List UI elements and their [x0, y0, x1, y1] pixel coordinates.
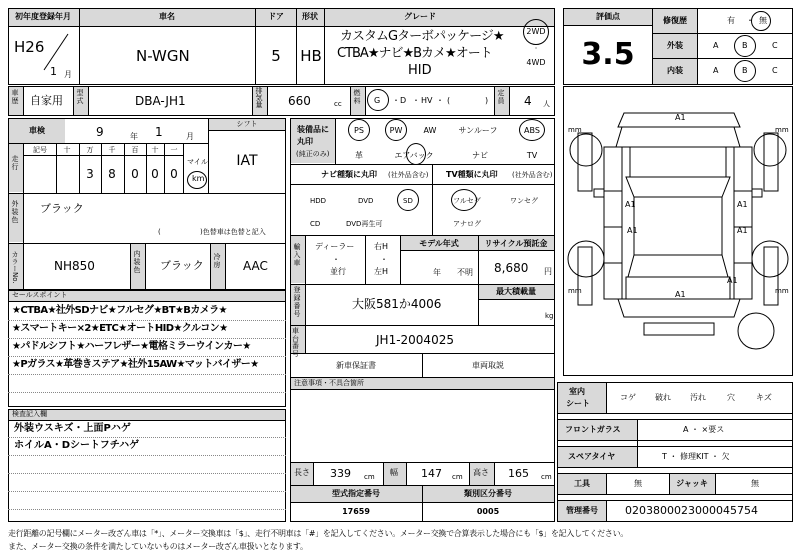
interior-grade-b: B — [742, 66, 748, 75]
grade-line3: HID — [408, 63, 432, 78]
inspector-note-1: 外装ウスキズ・上面Pハゲ — [14, 423, 131, 434]
seat-hole: 穴 — [727, 393, 735, 402]
inspection-year-unit: 年 — [130, 132, 138, 141]
navi-sd-circle — [397, 189, 419, 211]
mileage-hdr-10man: 十 — [63, 146, 71, 154]
length-label: 長さ — [294, 468, 310, 477]
fuel-label: 燃料 — [353, 89, 361, 105]
grade-header: グレード — [404, 12, 436, 21]
inspection-year: 9 — [96, 125, 104, 139]
int-color-value: ブラック — [160, 259, 204, 272]
mgmt-label: 管理番号 — [566, 506, 598, 515]
seat-tear: 破れ — [655, 393, 671, 402]
mileage-digit-4: 0 — [151, 167, 159, 181]
chassis-value: JH1-2004025 — [376, 333, 454, 347]
equip-label2: 丸印 — [297, 137, 313, 146]
width-value: 147 — [421, 467, 442, 480]
sales-point-3: ★パドルシフト★ハーフレザー★電格ミラーウインカー★ — [12, 341, 251, 352]
use-label: 車歴 — [11, 89, 19, 105]
ac-value: AAC — [243, 259, 268, 273]
repair-no: 無 — [759, 16, 767, 25]
mileage-digit-5: 0 — [170, 167, 178, 181]
recycle-label: リサイクル預託金 — [484, 239, 548, 248]
cap-value: 4 — [524, 94, 532, 108]
height-value: 165 — [508, 467, 529, 480]
car-name-header: 車名 — [159, 12, 175, 21]
mileage-hdr-kigou: 記号 — [33, 146, 47, 154]
tools-value: 無 — [634, 479, 642, 488]
exterior-grade-c: C — [772, 41, 778, 50]
import-parallel: 並行 — [330, 267, 346, 276]
drive-2wd: 2WD — [526, 27, 546, 36]
mileage-digit-2: 8 — [108, 167, 116, 181]
length-unit: cm — [364, 473, 375, 481]
color-no-value: NH850 — [54, 259, 95, 273]
ac-label: 冷房 — [213, 253, 221, 269]
tv-fullseg: フルセグ — [453, 197, 481, 205]
equip-airbag: エアバック — [394, 151, 434, 160]
first-reg-month: 1 — [50, 65, 57, 78]
repair-header: 修復歴 — [663, 16, 687, 25]
height-unit: cm — [541, 473, 552, 481]
model-year-label: モデル年式 — [419, 239, 459, 248]
cap-label: 定員 — [497, 89, 505, 105]
color-value: ブラック — [40, 202, 84, 215]
sales-point-4: ★Pガラス★革巻きステア★社外15AW★マットバイザー★ — [12, 359, 259, 370]
doors: 5 — [271, 47, 281, 65]
notice-label: 注意事項・不具合箇所 — [294, 379, 364, 387]
fuel-hv: HV — [421, 96, 433, 105]
mileage-km: km — [192, 174, 205, 183]
car-body-diagram — [564, 87, 792, 375]
shift-value: IAT — [236, 153, 258, 169]
mileage-hdr-juu: 十 — [151, 146, 159, 154]
chassis-label: 車台番号 — [292, 327, 299, 359]
warranty-manual: 車両取説 — [472, 361, 504, 370]
grade-line1: カスタムGターボパッケージ★ — [340, 29, 504, 44]
inspector-label: 検査記入欄 — [12, 410, 47, 418]
diagram-mm-4: mm — [775, 287, 789, 295]
damage-a1-front: A1 — [675, 113, 686, 122]
equip-pw: PW — [389, 126, 403, 135]
damage-a1-left-rear: A1 — [627, 226, 638, 235]
equip-sunroof: サンルーフ — [458, 126, 498, 135]
damage-a1-left-door: A1 — [625, 200, 636, 209]
fuel-g: G — [374, 96, 381, 105]
jack-value: 無 — [751, 479, 759, 488]
tv-sub: (社外品含む) — [512, 171, 553, 179]
sales-point-2: ★スマートキー×2★ETC★オートHID★クルコン★ — [12, 323, 228, 334]
use-value: 自家用 — [30, 94, 63, 107]
color-no-label: カラーNo. — [11, 251, 19, 284]
import-left: 左H — [374, 267, 389, 276]
seat-scratch: キズ — [756, 393, 772, 402]
cap-unit: 人 — [543, 100, 550, 108]
diagram-mm-3: mm — [568, 287, 582, 295]
tv-oneseg: ワンセグ — [510, 197, 538, 205]
tools-label: 工具 — [574, 479, 590, 488]
mileage-label: 走行 — [11, 155, 19, 171]
length-value: 339 — [330, 467, 351, 480]
int-color-label: 内装色 — [133, 250, 141, 274]
interior-grade-c: C — [772, 66, 778, 75]
color-note: )色替車は色替と記入 — [200, 228, 266, 236]
equip-label1: 装備品に — [297, 125, 329, 134]
disp-unit: cc — [334, 100, 342, 108]
inspection-month: 1 — [155, 125, 163, 139]
navi-label: ナビ種類に丸印 — [321, 170, 377, 179]
glass-value: A ・ ×要ス — [683, 425, 725, 434]
damage-a1-rear: A1 — [675, 290, 686, 299]
class-no-label: 類別区分番号 — [464, 489, 512, 498]
warranty-new: 新車保証書 — [336, 361, 376, 370]
footer-note-2: また、メーター交換の条件を満たしていないものはメーター改ざん車扱いとなります。 — [8, 542, 308, 551]
type-no-value: 17659 — [342, 507, 370, 516]
repair-no-circle — [751, 11, 771, 31]
type-no-label: 型式指定番号 — [332, 489, 380, 498]
import-right: 右H — [374, 242, 389, 251]
tv-label: TV種類に丸印 — [446, 170, 498, 179]
model-year-year: 年 — [433, 268, 441, 277]
spare-label: スペアタイヤ — [568, 452, 616, 461]
width-unit: cm — [452, 473, 463, 481]
mileage-hdr-ichi: 一 — [170, 146, 178, 154]
fuel-g-circle — [367, 89, 389, 111]
drive-4wd: 4WD — [526, 58, 546, 67]
door-header: ドア — [268, 12, 284, 21]
score-value: 3.5 — [581, 37, 635, 72]
interior-grade-a: A — [713, 66, 719, 75]
first-reg-month-unit: 月 — [64, 70, 72, 79]
interior-header: 内装 — [667, 66, 683, 75]
equip-airbag-circle — [406, 143, 426, 165]
exterior-b-circle — [734, 35, 756, 57]
equip-abs-circle — [519, 119, 545, 141]
interior-b-circle — [734, 60, 756, 82]
score-header: 評価点 — [596, 12, 620, 21]
first-reg-era-year: H26 — [14, 38, 45, 56]
mileage-hdr-hyaku: 百 — [131, 146, 139, 154]
equip-abs: ABS — [524, 126, 540, 135]
int-seat-label-1: 室内 — [569, 387, 585, 396]
shift-label: シフト — [236, 120, 258, 128]
import-dealer: ディーラー — [315, 242, 355, 251]
model-value: DBA-JH1 — [135, 94, 186, 108]
navi-cd: CD — [310, 220, 321, 228]
maxload-label: 最大積載量 — [496, 287, 536, 296]
inspection-label: 車検 — [29, 126, 45, 135]
equip-ps-circle — [348, 119, 370, 141]
navi-hdd: HDD — [310, 197, 327, 205]
shape: HB — [300, 47, 322, 65]
equip-navi: ナビ — [472, 151, 488, 160]
exterior-grade-b: B — [742, 41, 748, 50]
jack-label: ジャッキ — [676, 479, 708, 488]
mileage-hdr-man: 万 — [86, 146, 94, 154]
glass-label: フロントガラス — [565, 425, 621, 434]
navi-dvd: DVD — [358, 197, 374, 205]
spare-value: T ・ 修理KIT ・ 欠 — [662, 452, 730, 461]
navi-sub: (社外品含む) — [388, 171, 429, 179]
maxload-unit: kg — [545, 312, 554, 320]
model-year-unknown: 不明 — [457, 268, 473, 277]
sales-points-label: セールスポイント — [12, 291, 68, 299]
sales-point-1: ★CTBA★社外SDナビ★フルセグ★BT★Bカメラ★ — [12, 305, 227, 316]
footer-note-1: 走行距離の記号欄にメーター改ざん車は「*」、メーター交換車は「$」、走行不明車は「#」を記入してください。メーター交換で合算表示した場合にも「$」を記入してください。 — [8, 529, 628, 538]
mileage-digit-3: 0 — [131, 167, 139, 181]
inspection-month-unit: 月 — [186, 132, 194, 141]
exterior-header: 外装 — [667, 41, 683, 50]
mileage-digit-1: 3 — [86, 167, 94, 181]
tv-analog: アナログ — [453, 220, 481, 228]
shape-header: 形状 — [302, 12, 318, 21]
width-label: 幅 — [390, 468, 398, 477]
row2-table — [8, 86, 555, 116]
model-label: 型式 — [76, 89, 84, 105]
fuel-d: D — [400, 96, 407, 105]
inspector-note-2: ホイルA・Dシートフチハゲ — [14, 440, 140, 451]
color-label: 外装色 — [11, 200, 19, 224]
equip-aw: AW — [423, 126, 437, 135]
int-seat-label-2: シート — [566, 399, 590, 408]
diagram-mm-1: mm — [568, 126, 582, 134]
disp-value: 660 — [288, 94, 311, 108]
plate-value: 大阪581か4006 — [352, 297, 442, 311]
equip-ps: PS — [354, 126, 364, 135]
mileage-hdr-sen: 千 — [108, 146, 116, 154]
navi-dvd-play: DVD再生可 — [346, 220, 383, 228]
height-label: 高さ — [473, 468, 489, 477]
disp-label: 排気量 — [255, 87, 263, 108]
repair-yes: 有 — [727, 16, 735, 25]
damage-a1-rear-right: A1 — [727, 276, 738, 285]
recycle-value: 8,680 — [494, 261, 529, 275]
class-no-value: 0005 — [476, 507, 500, 516]
equip-tv: TV — [526, 151, 538, 160]
damage-a1-right-rear: A1 — [737, 226, 748, 235]
mgmt-value: 0203800023000045754 — [625, 504, 758, 517]
first-reg-header: 初年度登録年月 — [15, 12, 71, 21]
km-circle — [187, 171, 207, 189]
exterior-grade-a: A — [713, 41, 719, 50]
recycle-unit: 円 — [544, 267, 552, 276]
tv-fullseg-circle — [451, 189, 477, 211]
navi-sd: SD — [403, 197, 413, 205]
car-name: N-WGN — [136, 47, 190, 65]
seat-burn: コゲ — [620, 393, 636, 402]
diagram-mm-2: mm — [775, 126, 789, 134]
import-label: 輸入車 — [293, 243, 301, 267]
plate-label: 登録番号 — [293, 286, 301, 318]
equip-pw-circle — [385, 119, 407, 141]
equip-leather: 革 — [355, 151, 363, 160]
damage-a1-right-door: A1 — [737, 200, 748, 209]
grade-line2: CTBA★ナビ★Bカメ★オート — [337, 46, 492, 61]
equip-sub: (純正のみ) — [296, 150, 330, 158]
mileage-mile: マイル — [187, 158, 208, 166]
seat-dirt: 汚れ — [690, 393, 706, 402]
